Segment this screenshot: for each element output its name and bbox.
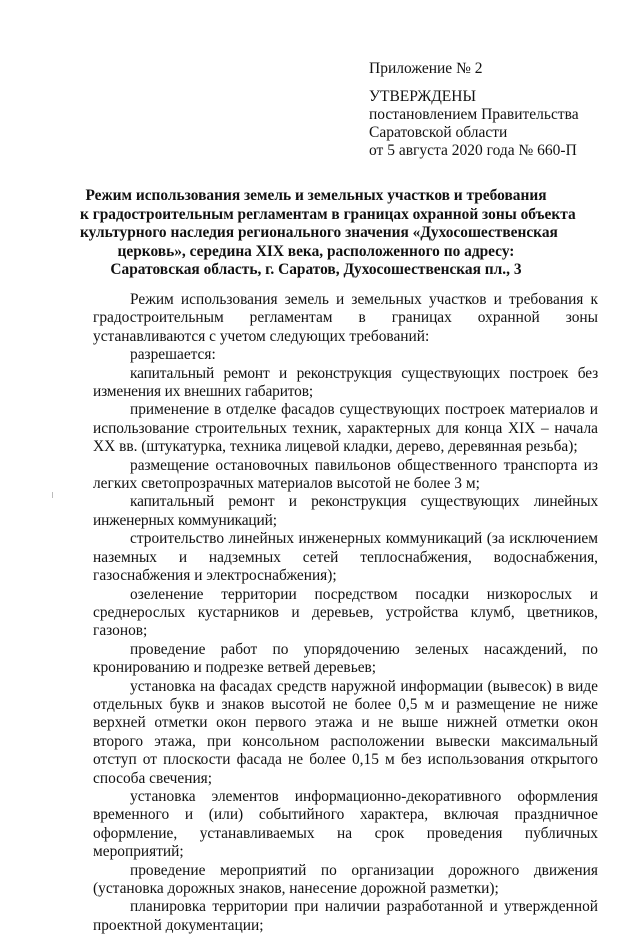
- approval-line: Саратовской области: [369, 124, 508, 141]
- paragraph: установка на фасадах средств наружной информации (вывесок) в виде отдельных букв и знаков высотой не более 0,5 м и размещение не ниже верхней отметки окон первого этажа и не выше нижней отметки окон второго этажа, при консольном расположении вывески максимальный отступ от плоскости фасада не более 0,15 м без использования открытого способа свечения;: [93, 677, 598, 787]
- approval-block: [369, 60, 629, 160]
- document-body: [93, 291, 598, 935]
- paragraph: применение в отделке фасадов существующих построек материалов и использование строительных техник, характерных для конца XIX – начала XX вв. (штукатурка, техника лицевой кладки, дерево, деревянная резьба);: [93, 401, 598, 456]
- paragraph: строительство линейных инженерных коммуникаций (за исключением наземных и надземных сетей теплоснабжения, водоснабжения, газоснабжения и электроснабжения);: [93, 530, 598, 585]
- paragraph: установка элементов информационно-декоративного оформления временного и (или) событийного характера, включая праздничное оформление, устанавливаемых на срок проведения публичных мероприятий;: [93, 787, 598, 861]
- paragraph: капитальный ремонт и реконструкция существующих линейных инженерных коммуникаций;: [93, 493, 598, 529]
- paragraph: планировка территории при наличии разработанной и утвержденной проектной документации;: [93, 898, 598, 934]
- paragraph: разрешается:: [130, 346, 216, 364]
- approved-label: УТВЕРЖДЕНЫ: [369, 88, 476, 105]
- appendix-number: Приложение № 2: [369, 60, 483, 77]
- paragraph: размещение остановочных павильонов общественного транспорта из легких светопрозрачных материалов высотой не более 3 м;: [93, 456, 598, 493]
- title-line: церковь», середина XIX века, расположенного по адресу:: [117, 242, 515, 260]
- document-title: [80, 187, 576, 280]
- scan-artifact: [52, 492, 53, 498]
- paragraph: озеленение территории посредством посадки низкорослых и среднерослых кустарников и деревьев, устройства клумб, цветников, газонов;: [93, 585, 598, 640]
- paragraph: проведение мероприятий по организации дорожного движения (установка дорожных знаков, нанесение дорожной разметки);: [93, 861, 598, 897]
- approval-date-number: от 5 августа 2020 года № 660-П: [369, 142, 577, 159]
- approval-line: постановлением Правительства: [369, 106, 579, 123]
- title-line: Саратовская область, г. Саратов, Духосошественская пл., 3: [110, 261, 522, 279]
- title-line: культурного наследия регионального значения «Духосошественская: [80, 224, 558, 242]
- title-line: Режим использования земель и земельных участков и требования: [85, 187, 547, 204]
- paragraph: капитальный ремонт и реконструкция существующих построек без изменения их внешних габаритов;: [93, 364, 598, 401]
- paragraph: Режим использования земель и земельных участков и требования к градостроительным регламентам в границах охранной зоны устанавливаются с учетом следующих требований:: [93, 291, 598, 345]
- paragraph: проведение работ по упорядочению зеленых насаждений, по кронированию и подрезке ветвей деревьев;: [93, 640, 598, 677]
- title-line: к градостроительным регламентам в границах охранной зоны объекта: [80, 205, 576, 223]
